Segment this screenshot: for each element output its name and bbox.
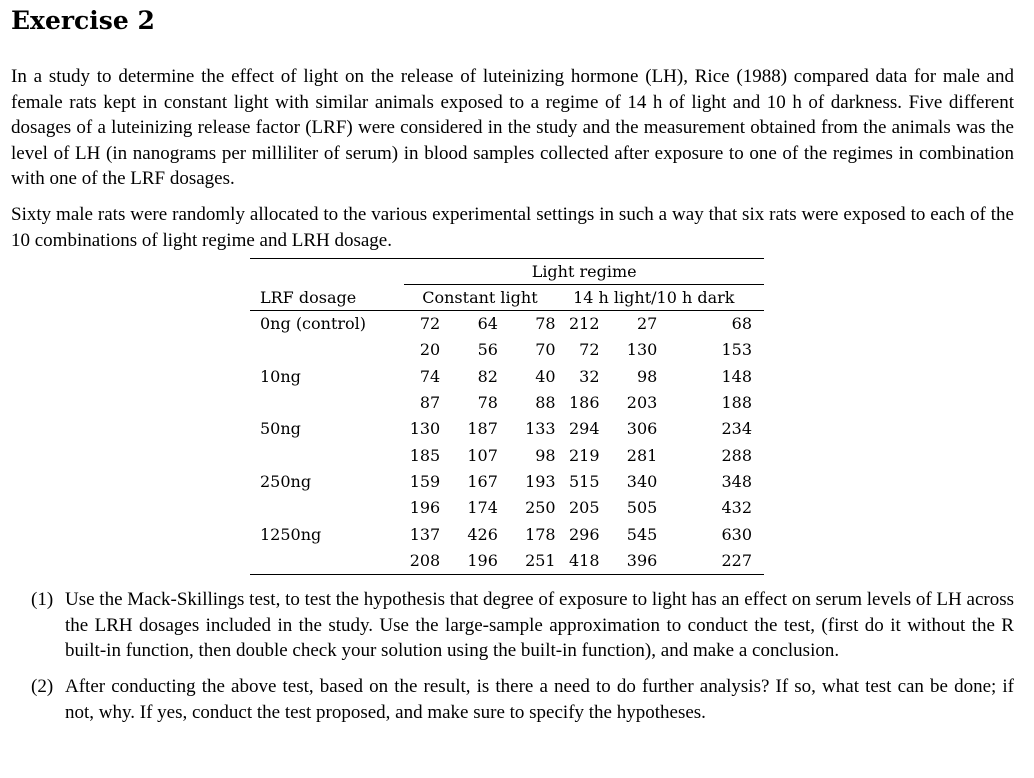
lh-value-cell: 348 bbox=[721, 471, 752, 491]
lh-value-cell: 306 bbox=[626, 419, 658, 439]
lh-value-cell: 234 bbox=[721, 419, 752, 439]
lh-value-cell: 148 bbox=[721, 366, 752, 386]
lh-value-cell: 130 bbox=[626, 340, 658, 360]
lh-value-cell: 130 bbox=[409, 419, 441, 439]
lh-value-cell: 174 bbox=[467, 498, 498, 518]
dosage-cell bbox=[250, 390, 404, 416]
lh-value-cell: 70 bbox=[535, 340, 556, 360]
lh-value-cell: 187 bbox=[467, 419, 498, 439]
question-item bbox=[11, 674, 1014, 725]
light-regime-header: Light regime bbox=[404, 259, 764, 285]
lh-value-cell: 88 bbox=[535, 393, 556, 413]
dosage-cell: 250ng bbox=[260, 471, 312, 491]
lh-value-cell: 82 bbox=[477, 366, 498, 386]
question-number: (1) bbox=[31, 589, 54, 611]
lh-value-cell: 205 bbox=[568, 498, 600, 518]
lh-value-cell: 78 bbox=[477, 393, 498, 413]
lh-value-cell: 72 bbox=[419, 314, 441, 334]
lh-value-cell: 107 bbox=[467, 445, 498, 465]
question-text: After conducting the above test, based on the result, is there a need to do further analysis? If so, what test can be done; if not, why. If yes, conduct the test proposed, and make sure to specify the hypotheses. bbox=[65, 675, 1014, 723]
lh-value-cell: 281 bbox=[626, 445, 658, 465]
lh-value-cell: 396 bbox=[600, 548, 658, 575]
table-row bbox=[250, 495, 764, 521]
lh-value-cell: 188 bbox=[721, 393, 752, 413]
lh-value-cell: 32 bbox=[579, 366, 600, 386]
lh-value-cell: 185 bbox=[409, 445, 441, 465]
lh-value-cell: 27 bbox=[636, 314, 658, 334]
lh-value-cell: 432 bbox=[721, 498, 752, 518]
lh-value-cell: 227 bbox=[657, 548, 764, 575]
table-group-header-row bbox=[250, 259, 764, 285]
lh-value-cell: 186 bbox=[568, 393, 600, 413]
table-row bbox=[250, 522, 764, 548]
lh-value-cell: 74 bbox=[419, 366, 441, 386]
lh-value-cell: 296 bbox=[568, 524, 600, 544]
dosage-cell: 0ng (control) bbox=[260, 314, 367, 334]
lh-value-cell: 630 bbox=[721, 524, 752, 544]
allocation-paragraph: Sixty male rats were randomly allocated to the various experimental settings in such a way that six rats were exposed to each of the 10 combinations of light regime and LRH dosage. bbox=[11, 203, 1014, 251]
table-row bbox=[250, 469, 764, 495]
lh-data-table-container bbox=[250, 258, 764, 575]
lh-value-cell: 40 bbox=[535, 366, 556, 386]
dosage-cell bbox=[250, 443, 404, 469]
table-row bbox=[250, 416, 764, 442]
lh-value-cell: 98 bbox=[535, 445, 556, 465]
dosage-cell bbox=[250, 548, 404, 575]
dosage-cell: 10ng bbox=[260, 366, 301, 386]
dosage-cell: 1250ng bbox=[260, 524, 322, 544]
lh-value-cell: 78 bbox=[535, 314, 556, 334]
question-text: Use the Mack-Skillings test, to test the hypothesis that degree of exposure to light has an effect on serum levels of LH across the LRH dosages included in the study. Use the large-sample approximation to conduct the test, (first do it without the R built-in function, then double check your solution using the built-in function), and make a conclusion. bbox=[65, 589, 1014, 662]
table-row bbox=[250, 311, 764, 338]
lh-value-cell: 288 bbox=[721, 445, 752, 465]
lh-value-cell: 20 bbox=[419, 340, 441, 360]
table-row bbox=[250, 548, 764, 575]
light-dark-header: 14 h light/10 h dark bbox=[556, 285, 764, 311]
table-row bbox=[250, 337, 764, 363]
table-row bbox=[250, 364, 764, 390]
question-item bbox=[11, 587, 1014, 664]
table-column-header-row bbox=[250, 285, 764, 311]
lh-value-cell: 196 bbox=[409, 498, 441, 518]
constant-light-header: Constant light bbox=[404, 285, 555, 311]
lh-value-cell: 68 bbox=[731, 314, 752, 334]
lh-value-cell: 87 bbox=[419, 393, 441, 413]
lh-value-cell: 167 bbox=[467, 471, 498, 491]
lh-value-cell: 515 bbox=[568, 471, 600, 491]
lh-value-cell: 251 bbox=[498, 548, 556, 575]
dosage-cell bbox=[250, 495, 404, 521]
dosage-cell bbox=[250, 337, 404, 363]
lh-value-cell: 193 bbox=[525, 471, 556, 491]
lh-value-cell: 133 bbox=[525, 419, 556, 439]
table-row bbox=[250, 443, 764, 469]
lh-value-cell: 212 bbox=[568, 314, 600, 334]
lh-value-cell: 426 bbox=[467, 524, 498, 544]
lh-value-cell: 250 bbox=[525, 498, 556, 518]
table-body bbox=[250, 311, 764, 575]
lh-value-cell: 545 bbox=[626, 524, 658, 544]
lh-value-cell: 203 bbox=[626, 393, 658, 413]
intro-paragraph: In a study to determine the effect of light on the release of luteinizing hormone (LH), Rice (1988) compared data for male and female rats kept in constant light with similar animals exposed to a regime of 14 h of light and 10 h of darkness. Five different dosages of a luteinizing release factor (LRF) were considered in the study and the measurement obtained from the animals was the level of LH (in nanograms per milliliter of serum) in blood samples collected after exposure to one of the regimes in combination with one of the LRF dosages. bbox=[11, 66, 1014, 190]
lh-value-cell: 64 bbox=[477, 314, 498, 334]
lh-value-cell: 208 bbox=[404, 548, 440, 575]
lh-value-cell: 418 bbox=[556, 548, 600, 575]
lrf-dosage-header: LRF dosage bbox=[250, 285, 404, 311]
lh-value-cell: 196 bbox=[440, 548, 498, 575]
lh-value-cell: 72 bbox=[579, 340, 600, 360]
question-number: (2) bbox=[31, 675, 54, 697]
lh-value-cell: 137 bbox=[409, 524, 441, 544]
table-row bbox=[250, 390, 764, 416]
lh-data-table bbox=[250, 258, 764, 575]
lh-value-cell: 505 bbox=[626, 498, 658, 518]
lh-value-cell: 219 bbox=[568, 445, 600, 465]
lh-value-cell: 153 bbox=[721, 340, 752, 360]
lh-value-cell: 159 bbox=[409, 471, 441, 491]
lh-value-cell: 56 bbox=[477, 340, 498, 360]
dosage-cell: 50ng bbox=[260, 419, 301, 439]
lh-value-cell: 98 bbox=[636, 366, 658, 386]
lh-value-cell: 294 bbox=[568, 419, 600, 439]
lh-value-cell: 340 bbox=[626, 471, 658, 491]
question-list bbox=[11, 587, 1014, 725]
lh-value-cell: 178 bbox=[525, 524, 556, 544]
exercise-title: Exercise 2 bbox=[11, 6, 155, 35]
